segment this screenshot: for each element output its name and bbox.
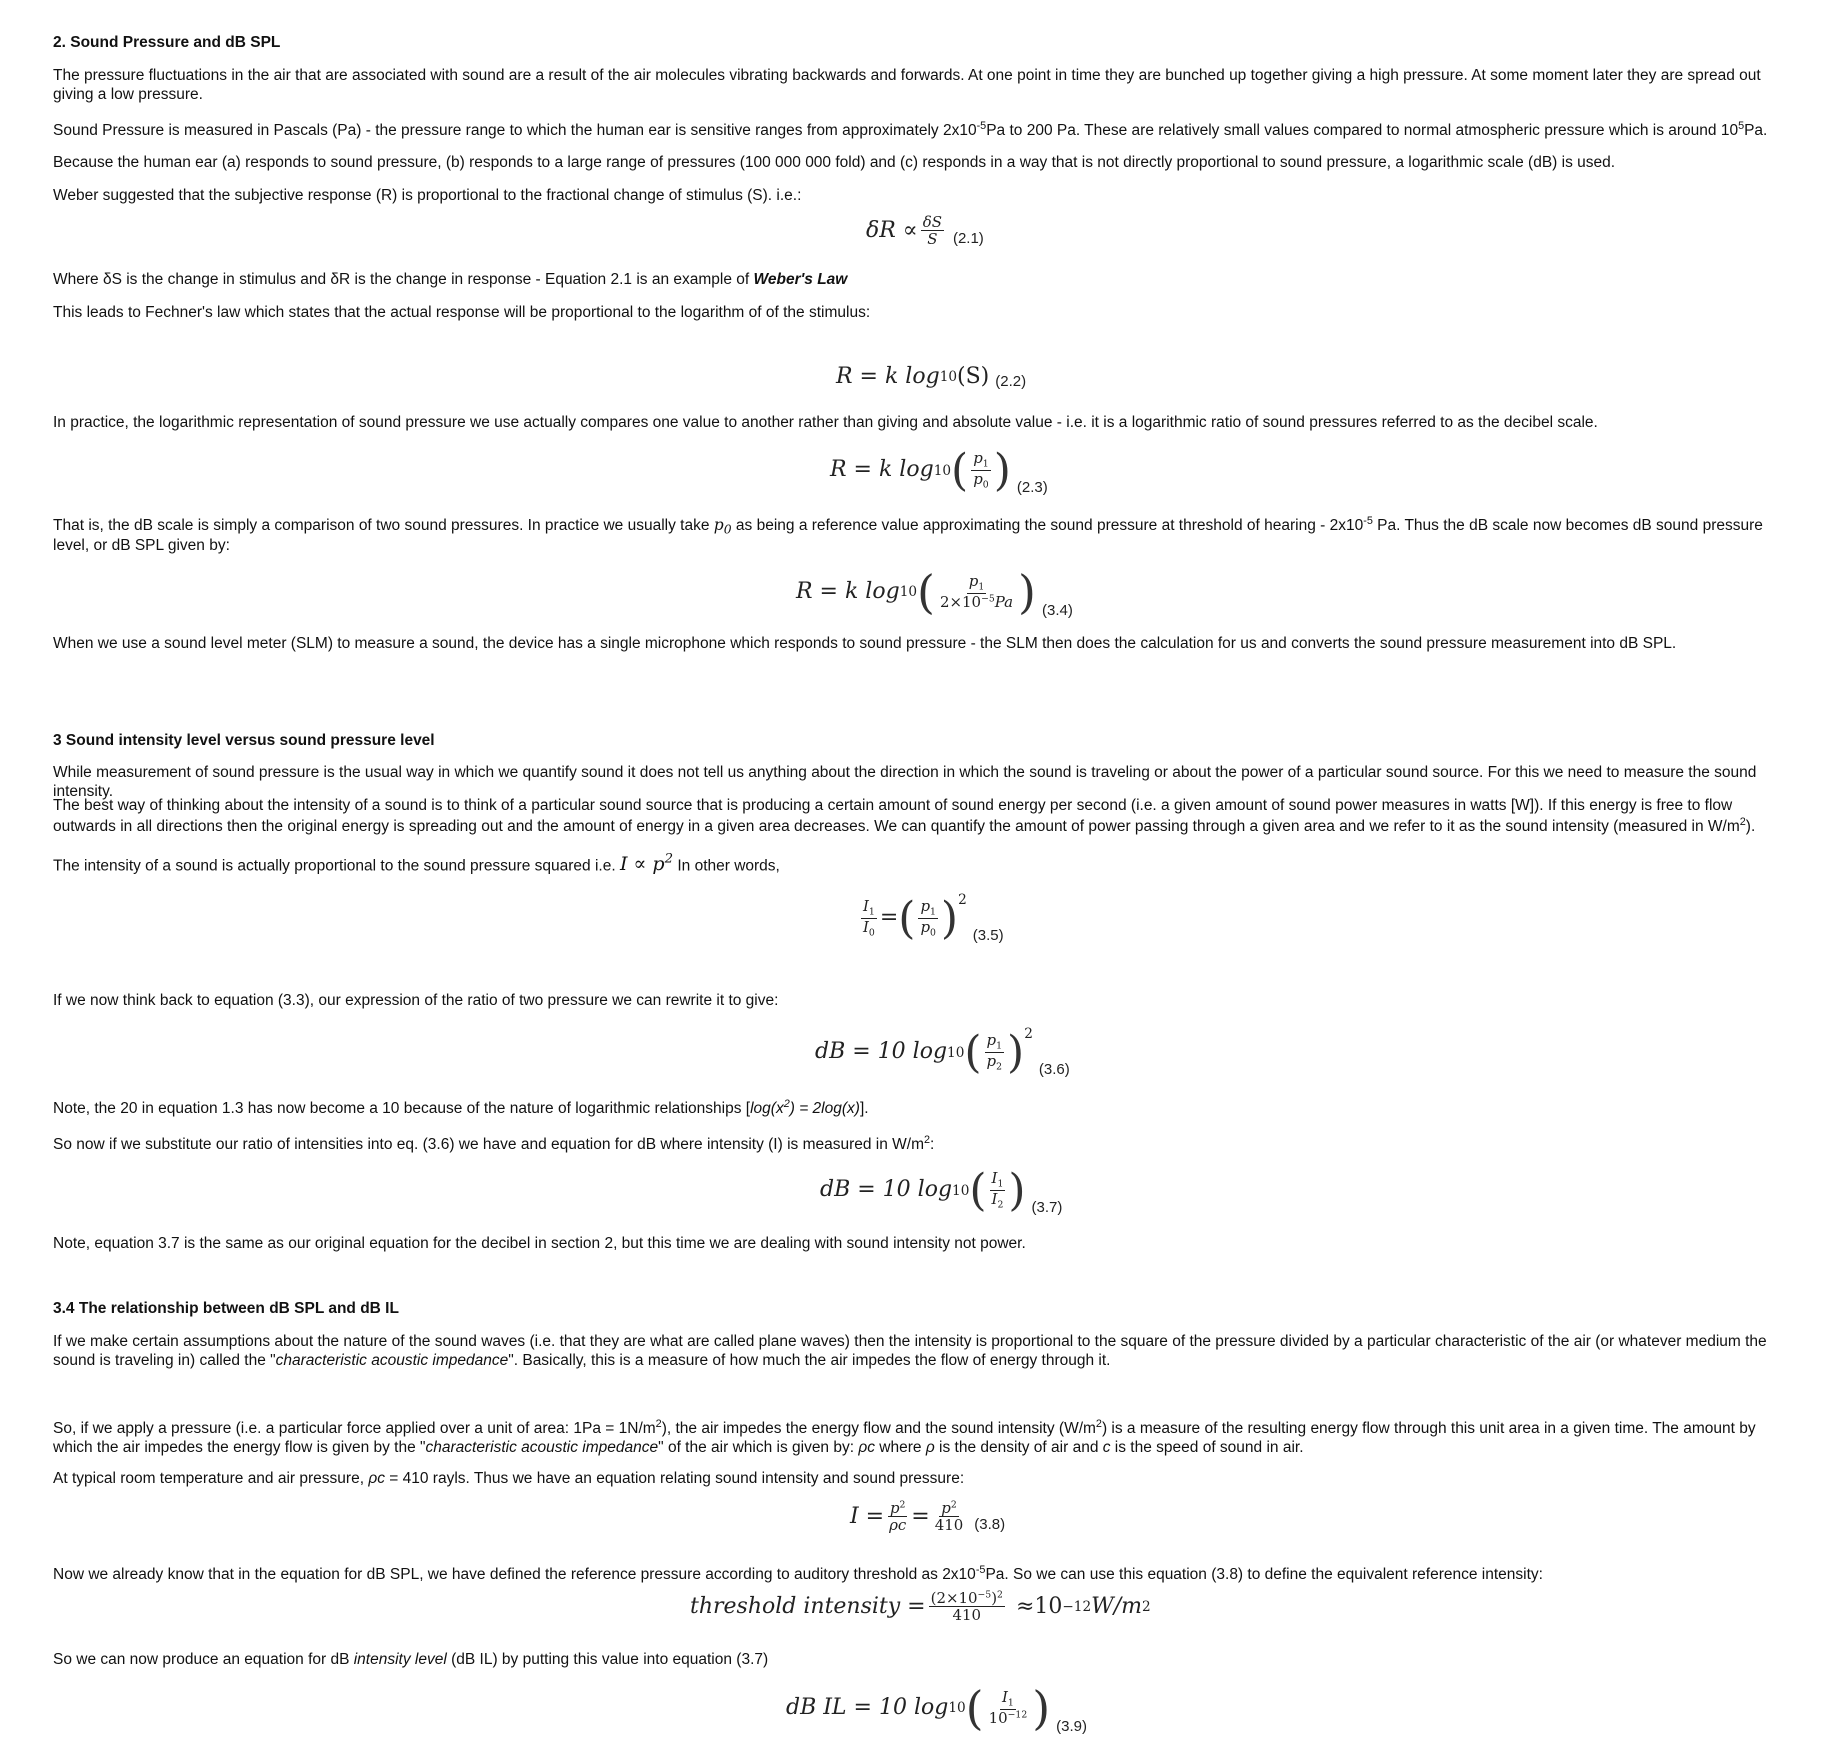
s2-paragraph-2: Sound Pressure is measured in Pascals (Pa) - the pressure range to which the human ear is sensitive ranges from approximately $2x10^{-5}Pa$ to 200 Pa. These are relatively small values compared to normal atmospheric pressure which is around $10^5Pa$. — [53, 120, 1768, 139]
equation-label: (3.5) — [972, 927, 1004, 945]
s3-paragraph-7: Note, equation 3.7 is the same as our original equation for the decibel in section 2, but this time we are dealing with sound intensity not power. — [53, 1235, 1026, 1252]
s2-paragraph-7: In practice, the logarithmic representation of sound pressure we use actually compares one value to another rather than giving and absolute value - i.e. it is a logarithmic ratio of sound pressures referred to as the decibel scale. — [53, 414, 1598, 431]
s34-paragraph-3: At typical room temperature and air pressure, ρc = 410 rayls. Thus we have an equation relating sound intensity and sound pressure: — [53, 1470, 965, 1487]
section-2-heading: 2. Sound Pressure and dB SPL — [53, 34, 281, 51]
section-3-4-heading: 3.4 The relationship between dB SPL and dB IL — [53, 1300, 399, 1317]
s2-paragraph-6: This leads to Fechner's law which states that the actual response will be proportional to the logarithm of of the stimulus: — [53, 304, 871, 321]
s3-paragraph-1: While measurement of sound pressure is the usual way in which we quantify sound it does not tell us anything about the direction in which the sound is traveling or about the power of a particular sound source. For this we need to measure the sound intensity. — [53, 764, 1757, 800]
equation-2-3: R = k log 10 ( $\frac{p_1}{p_0}$ ) (2.3) — [830, 445, 1048, 497]
equation-label: (2.3) — [1016, 479, 1048, 497]
inline-equation: $I \propto p^2$ — [619, 852, 674, 876]
equation-threshold-intensity: threshold intensity = $\frac{(2\times 10^{-5})^2}{410}$ ≈10 −12 W/m 2 — [690, 1589, 1151, 1625]
equation-3-9: dB IL = 10 log 10 ( $\frac{I_1}{10^{-12}}$ ) (3.9) — [786, 1681, 1088, 1735]
equation-3-8: I = $\frac{p^2}{\rho c}$ = $\frac{p^2}{410}$ (3.8) — [850, 1499, 1006, 1535]
equation-label: (3.4) — [1042, 601, 1073, 619]
s34-paragraph-2: So, if we apply a pressure (i.e. a particular force applied over a unit of area: $1Pa = 1N/m^2$), the air impedes the energy flow and the sound intensity $(W/m^2)$ is a measure of the resulting energy flow through this unit area in a given time. The amount by which the air impedes the energy flow is given by the "characteristic acoustic impedance" of the air which is given by: ρc where ρ is the density of air and c is the speed of sound in air. — [53, 1418, 1756, 1456]
equation-3-5: $\frac{I_1}{I_0}$ = ( $\frac{p_1}{p_0}$ ) 2 (3.5) — [863, 892, 1004, 945]
equation-3-6: dB = 10 log 10 ( $\frac{p_1}{p_2}$ ) 2 (3.6) — [815, 1026, 1070, 1079]
equation-label: (3.8) — [974, 1515, 1006, 1533]
equation-2-2: R = k log 10 (S) (2.2) — [836, 364, 1027, 390]
s34-paragraph-5: So we can now produce an equation for dB intensity level (dB IL) by putting this value into equation (3.7) — [53, 1651, 769, 1668]
s2-paragraph-5: Where δS is the change in stimulus and δR is the change in response - Equation 2.1 is an example of Weber's Law — [53, 271, 848, 288]
equation-label: (2.2) — [995, 372, 1027, 390]
equation-3-4: R = k log 10 ( $\frac{p_1}{2\times 10^{-5}Pa}$ ) (3.4) — [796, 565, 1073, 619]
s3-paragraph-3: The intensity of a sound is actually proportional to the sound pressure squared i.e. $I \propto p^2$ In other words, — [53, 852, 780, 876]
equation-label: (3.9) — [1056, 1717, 1088, 1735]
s2-paragraph-1: The pressure fluctuations in the air that are associated with sound are a result of the air molecules vibrating backwards and forwards. At one point in time they are bunched up together giving a high pressure. At some moment later they are spread out giving a low pressure. — [53, 67, 1761, 103]
s3-paragraph-6: So now if we substitute our ratio of intensities into eq. (3.6) we have and equation for dB where intensity (I) is measured in $W/m^2$: — [53, 1134, 935, 1153]
equation-2-1: δR ∝ $\frac{\delta S}{S}$ (2.1) — [866, 213, 984, 249]
equation-3-7: dB = 10 log 10 ( $\frac{I_1}{I_2}$ ) (3.7) — [820, 1165, 1063, 1217]
s2-paragraph-8: That is, the dB scale is simply a comparison of two sound pressures. In practice we usually take $p_0$ as being a reference value approximating the sound pressure at threshold of hearing - $2x10^{-5}$ Pa. Thus the dB scale now becomes dB sound pressure level, or dB SPL given by: — [53, 515, 1763, 554]
s3-paragraph-2: The best way of thinking about the intensity of a sound is to think of a particular sound source that is producing a certain amount of sound energy per second (i.e. a given amount of sound power measures in watts [W]). If this energy is free to flow outwards in all directions then the original energy is spreading out and the amount of energy in a given area decreases. We can quantify the amount of power passing through a given area and we refer to it as the sound intensity (measured in $W/m^2$). — [53, 797, 1756, 835]
equation-label: (3.6) — [1038, 1061, 1070, 1079]
s34-paragraph-1: If we make certain assumptions about the nature of the sound waves (i.e. that they are what are called plane waves) then the intensity is proportional to the square of the pressure divided by a particular characteristic of the air (or whatever medium the sound is traveling in) called the "characteristic acoustic impedance". Basically, this is a measure of how much the air impedes the flow of energy through it. — [53, 1333, 1767, 1369]
s2-paragraph-4: Weber suggested that the subjective response (R) is proportional to the fractional change of stimulus (S). i.e.: — [53, 187, 802, 204]
s34-paragraph-4: Now we already know that in the equation for dB SPL, we have defined the reference pressure according to auditory threshold as $2x10^{-5}Pa$. So we can use this equation (3.8) to define the equivalent reference intensity: — [53, 1564, 1543, 1583]
equation-label: (3.7) — [1031, 1199, 1063, 1217]
s2-paragraph-3: Because the human ear (a) responds to sound pressure, (b) responds to a large range of pressures (100 000 000 fold) and (c) responds in a way that is not directly proportional to sound pressure, a logarithmic scale (dB) is used. — [53, 154, 1616, 171]
s2-paragraph-9: When we use a sound level meter (SLM) to measure a sound, the device has a single microphone which responds to sound pressure - the SLM then does the calculation for us and converts the sound pressure measurement into dB SPL. — [53, 635, 1677, 652]
section-3-heading: 3 Sound intensity level versus sound pressure level — [53, 732, 435, 749]
s3-paragraph-5: Note, the 20 in equation 1.3 has now become a 10 because of the nature of logarithmic relationships $[\log(x^2) = 2\log(x)]$. — [53, 1098, 869, 1117]
equation-label: (2.1) — [952, 229, 984, 247]
s3-paragraph-4: If we now think back to equation (3.3), our expression of the ratio of two pressure we can rewrite it to give: — [53, 992, 779, 1009]
